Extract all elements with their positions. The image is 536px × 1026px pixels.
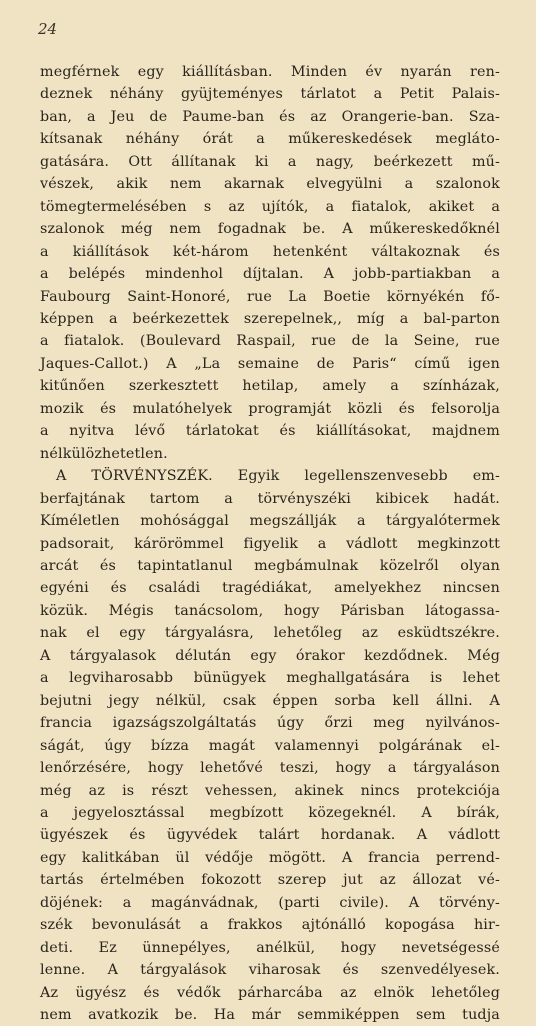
text-line: francia igazságszolgáltatás úgy őrzi meg nyilvános- — [40, 715, 500, 732]
text-line: arcát és tapintatlanul megbámulnak közelről olyan — [40, 557, 500, 574]
text-line: képpen a beérkezettek szerepelnek,, míg a bal-parton — [40, 310, 500, 327]
text-line: deznek néhány gyüjteményes tárlatot a Petit Palais- — [40, 86, 500, 103]
text-line: lenne. A tárgyalások viharosak és szenvedélyesek. — [40, 962, 500, 979]
text-line: ügyészek és ügyvédek talárt hordanak. A vádlott — [40, 827, 500, 844]
text-line: mozik és mulatóhelyek programját közli és felsorolja — [40, 400, 500, 417]
text-line: tartás értelmében fokozott szerep jut az állozat vé- — [40, 872, 500, 889]
text-line: ban, a Jeu de Paume-ban és az Orangerie-ban. Sza- — [40, 108, 500, 125]
text-line: bejutni jegy nélkül, csak éppen sorba kell állni. A — [40, 692, 500, 709]
text-line: döjének: a magánvádnak, (parti civile). A törvény- — [40, 894, 500, 911]
text-line: megférnek egy kiállításban. Minden év nyarán ren- — [40, 64, 500, 80]
text-line: kítsanak néhány órát a műkereskedések megláto- — [40, 131, 500, 148]
text-line: Faubourg Saint-Honoré, rue La Boetie környékén fő- — [40, 288, 500, 305]
text-line: a jegyelosztással megbízott közegeknél. A bírák, — [40, 804, 500, 821]
text-line: tömegtermelésében s az ujítók, a fiatalok, akiket a — [40, 198, 500, 215]
text-line: lenőrzésére, hogy lehetővé teszi, hogy a tárgyaláson — [40, 760, 500, 777]
text-line: A tárgyalasok délután egy órakor kezdődnek. Még — [40, 647, 500, 664]
text-line: a nyitva lévő tárlatokat és kiállításokat, majdnem — [40, 423, 500, 440]
text-line: gatására. Ott állítanak ki a nagy, beérkezett mű- — [40, 153, 500, 170]
text-line: szék bevonulását a frakkos ajtónálló kopogása hir- — [40, 917, 500, 934]
text-line: közük. Mégis tanácsolom, hogy Párisban látogassa- — [40, 602, 500, 619]
text-line: deti. Ez ünnepélyes, anélkül, hogy nevetségessé — [40, 939, 500, 956]
text-line: a legviharosabb bünügyek meghallgatására is lehet — [40, 670, 500, 687]
text-line: A TÖRVÉNYSZÉK. Egyik legellenszenvesebb em- — [56, 468, 500, 485]
text-line: a belépés mindenhol díjtalan. A jobb-partiakban a — [40, 266, 500, 283]
text-line: berfajtának tartom a törvényszéki kibicek hadát. — [40, 490, 500, 507]
text-line: szalonok még nem fogadnak be. A műkereskedőknél — [40, 221, 500, 238]
text-line: Az ügyész és védők párharcába az elnök lehetőleg — [40, 984, 500, 1001]
text-line: nak el egy tárgyalásra, lehetőleg az esküdtszékre. — [40, 625, 500, 642]
text-line: egyéni és családi tragédiákat, amelyekhez nincsen — [40, 580, 500, 597]
page-number: 24 — [38, 20, 58, 38]
text-line: a kiállítások két-három hetenként váltakoznak és — [40, 243, 500, 260]
text-line: ságát, úgy bízza magát valamennyi polgárának el- — [40, 737, 500, 754]
text-line: Kíméletlen mohósággal megszállják a tárgyalótermek — [40, 513, 500, 530]
text-line: padsorait, kárörömmel figyelik a vádlott megkinzott — [40, 535, 500, 552]
text-line: a fiatalok. (Boulevard Raspail, rue de la Seine, rue — [40, 333, 500, 350]
text-line: vészek, akik nem akarnak elvegyülni a szalonok — [40, 176, 500, 193]
text-line: nem avatkozik be. Ha már semmiképpen sem tudja — [40, 1007, 500, 1024]
text-line: kitűnően szerkesztett hetilap, amely a színházak, — [40, 378, 500, 395]
text-line: még az is részt vehessen, akinek nincs protekciója — [40, 782, 500, 799]
body-text — [40, 61, 500, 1026]
text-line: egy kalitkában ül védője mögött. A francia perrend- — [40, 849, 500, 866]
text-line: nélkülözhetetlen. — [40, 445, 168, 462]
text-line: Jaques-Callot.) A „La semaine de Paris“ című igen — [40, 355, 500, 372]
